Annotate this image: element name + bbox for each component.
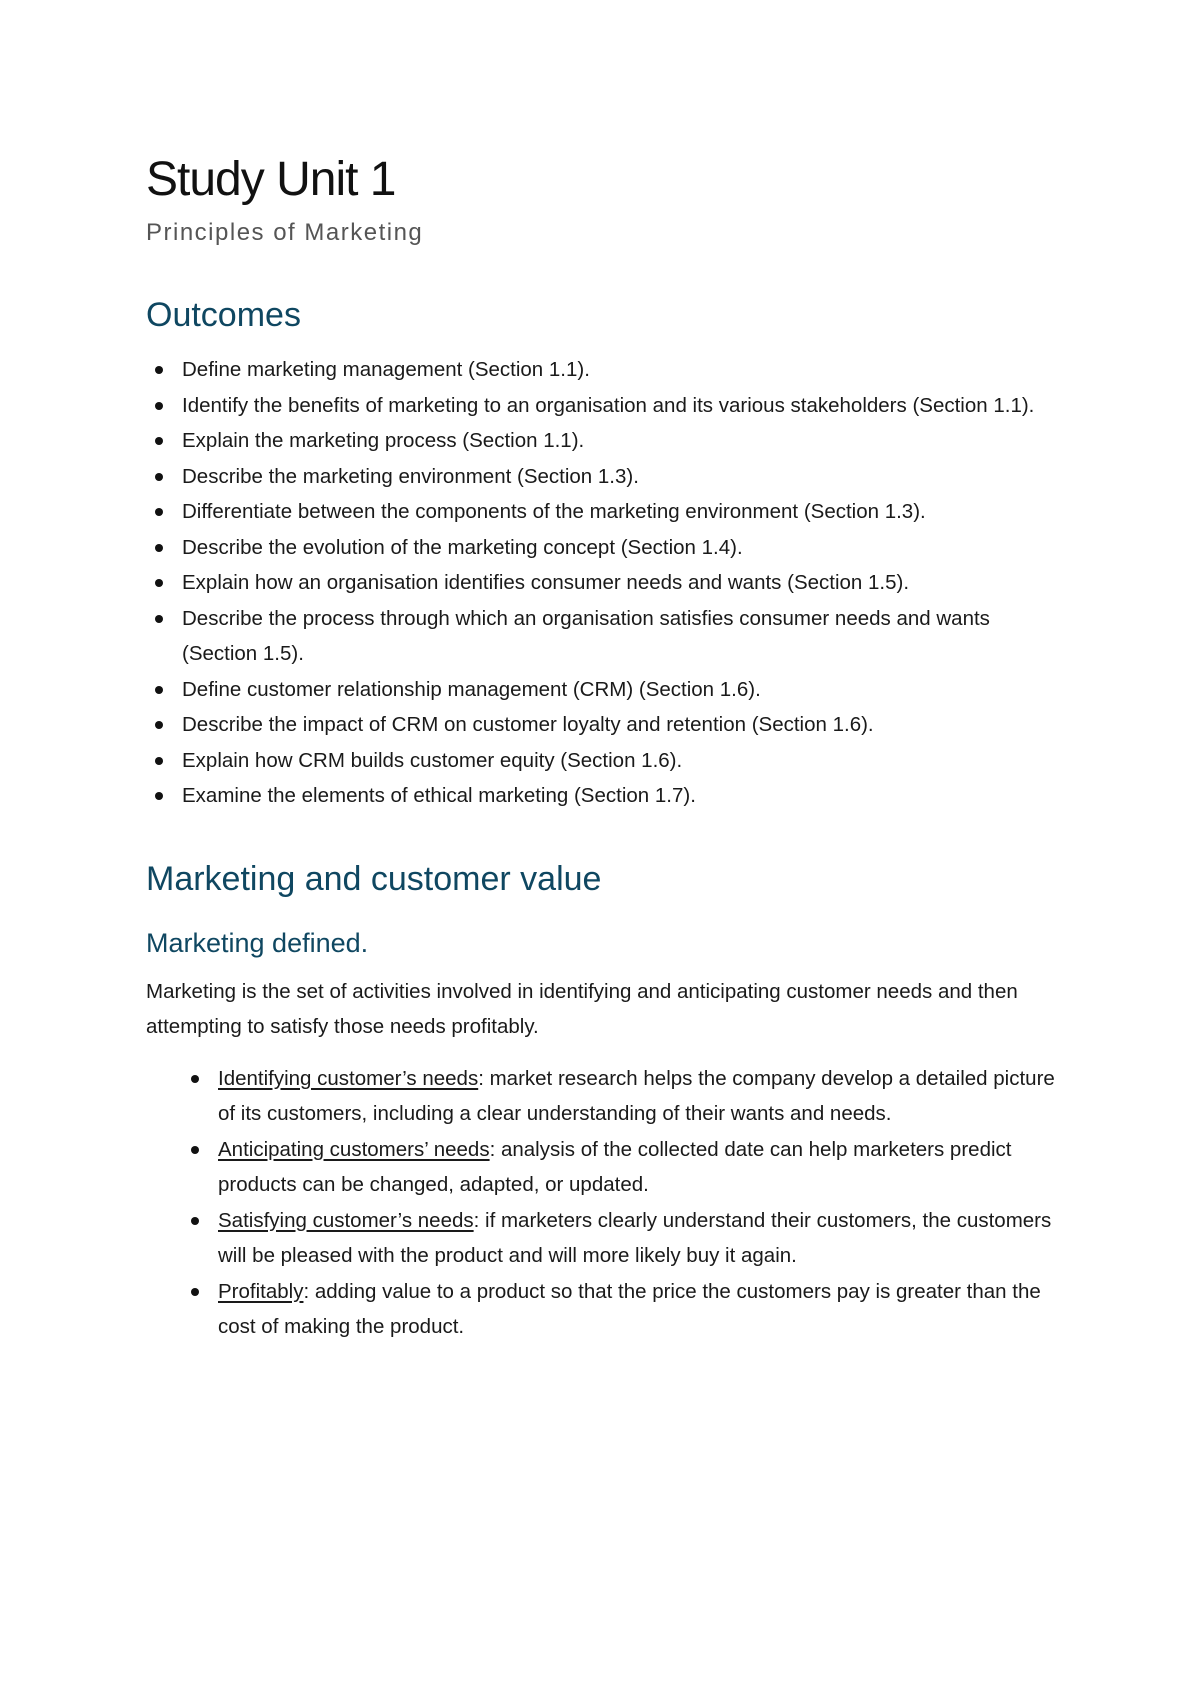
point-term: Satisfying customer’s needs [218, 1208, 474, 1232]
list-item: Define customer relationship management (CRM) (Section 1.6). [146, 672, 1066, 708]
list-item: Describe the marketing environment (Section 1.3). [146, 459, 1066, 495]
list-item [182, 1203, 1066, 1274]
document-page [146, 150, 1066, 1345]
list-item: Describe the impact of CRM on customer loyalty and retention (Section 1.6). [146, 707, 1066, 743]
list-item: Describe the process through which an organisation satisfies consumer needs and wants (Section 1.5). [146, 601, 1066, 672]
list-item: Explain how an organisation identifies consumer needs and wants (Section 1.5). [146, 565, 1066, 601]
list-item: Explain the marketing process (Section 1.1). [146, 423, 1066, 459]
point-term: Profitably [218, 1279, 304, 1303]
point-term: Identifying customer’s needs [218, 1066, 479, 1090]
definition-paragraph: Marketing is the set of activities involved in identifying and anticipating customer needs and then attempting to satisfy those needs profitably. [146, 979, 1018, 1038]
section-subheading: Marketing defined. [146, 927, 369, 958]
definition-points-list [182, 1061, 1066, 1345]
outcomes-heading: Outcomes [146, 296, 301, 334]
document-title: Study Unit 1 [146, 153, 396, 206]
point-term: Anticipating customers’ needs [218, 1137, 490, 1161]
list-item [182, 1061, 1066, 1132]
outcomes-list [146, 352, 1066, 814]
list-item [182, 1132, 1066, 1203]
point-text: : if marketers clearly understand their customers, the customers will be pleased with the product and will more likely buy it again. [218, 1208, 1052, 1267]
list-item: Differentiate between the components of the marketing environment (Section 1.3). [146, 494, 1066, 530]
list-item: Identify the benefits of marketing to an organisation and its various stakeholders (Section 1.1). [146, 388, 1066, 424]
list-item [182, 1274, 1066, 1345]
list-item: Define marketing management (Section 1.1). [146, 352, 1066, 388]
section-heading: Marketing and customer value [146, 859, 602, 898]
list-item: Examine the elements of ethical marketing (Section 1.7). [146, 778, 1066, 814]
point-text: : market research helps the company develop a detailed picture of its customers, including a clear understanding of their wants and needs. [218, 1066, 1055, 1125]
point-text: : analysis of the collected date can help marketers predict products can be changed, adapted, or updated. [218, 1137, 1012, 1196]
list-item: Explain how CRM builds customer equity (Section 1.6). [146, 743, 1066, 779]
document-subtitle: Principles of Marketing [146, 219, 424, 246]
list-item: Describe the evolution of the marketing concept (Section 1.4). [146, 530, 1066, 566]
point-text: : adding value to a product so that the price the customers pay is greater than the cost of making the product. [218, 1279, 1041, 1338]
